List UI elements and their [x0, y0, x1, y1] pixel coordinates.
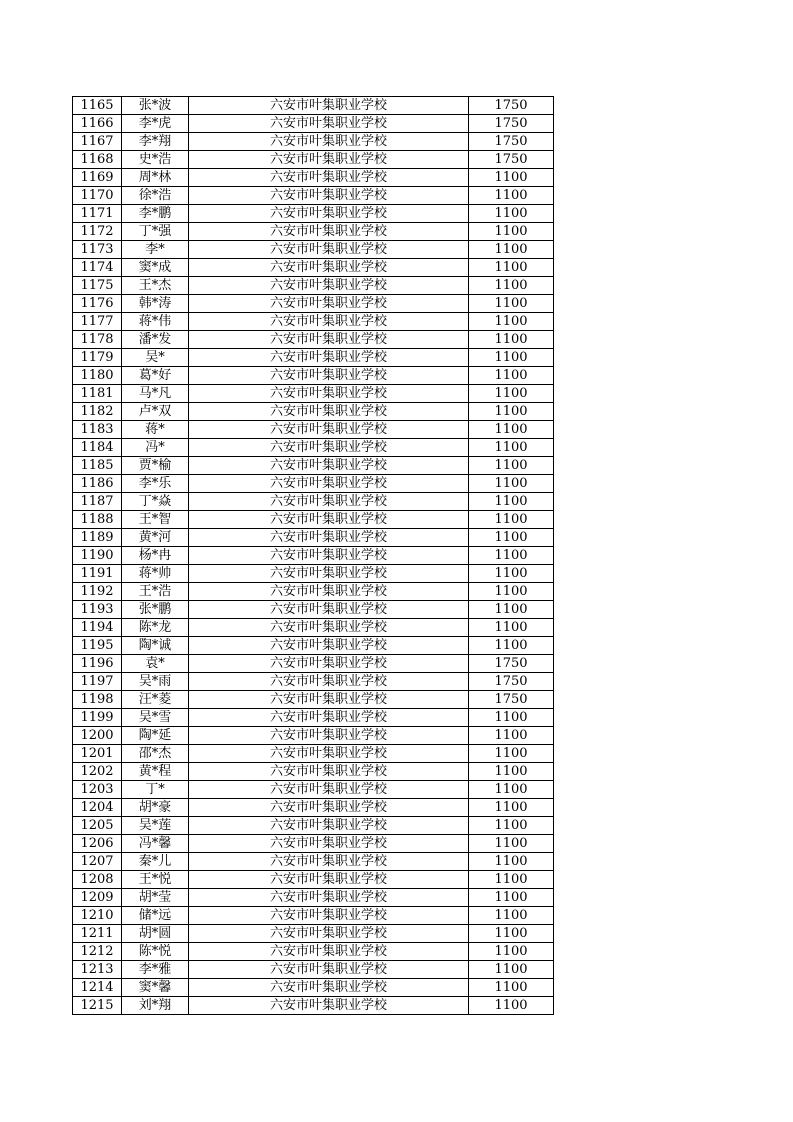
table-row [73, 547, 554, 565]
amount-cell: 1100 [469, 439, 554, 457]
table-row [73, 385, 554, 403]
student-name-cell: 汪*菱 [122, 691, 189, 709]
table-row [73, 529, 554, 547]
student-name-cell: 冯* [122, 439, 189, 457]
school-name-cell: 六安市叶集职业学校 [189, 799, 469, 817]
amount-cell: 1100 [469, 637, 554, 655]
serial-number-cell: 1206 [73, 835, 122, 853]
student-name-cell: 李*鹏 [122, 205, 189, 223]
table-row [73, 745, 554, 763]
amount-cell: 1100 [469, 295, 554, 313]
student-name-cell: 吴* [122, 349, 189, 367]
amount-cell: 1100 [469, 619, 554, 637]
student-name-cell: 李*虎 [122, 115, 189, 133]
student-name-cell: 丁* [122, 781, 189, 799]
student-name-cell: 刘*翔 [122, 997, 189, 1015]
table-row [73, 241, 554, 259]
table-row [73, 313, 554, 331]
school-name-cell: 六安市叶集职业学校 [189, 295, 469, 313]
school-name-cell: 六安市叶集职业学校 [189, 349, 469, 367]
table-row [73, 403, 554, 421]
amount-cell: 1100 [469, 403, 554, 421]
school-name-cell: 六安市叶集职业学校 [189, 223, 469, 241]
amount-cell: 1100 [469, 241, 554, 259]
amount-cell: 1100 [469, 745, 554, 763]
amount-cell: 1100 [469, 277, 554, 295]
table-row [73, 889, 554, 907]
school-name-cell: 六安市叶集职业学校 [189, 493, 469, 511]
table-row [73, 799, 554, 817]
serial-number-cell: 1189 [73, 529, 122, 547]
serial-number-cell: 1213 [73, 961, 122, 979]
serial-number-cell: 1188 [73, 511, 122, 529]
amount-cell: 1100 [469, 457, 554, 475]
serial-number-cell: 1176 [73, 295, 122, 313]
serial-number-cell: 1201 [73, 745, 122, 763]
amount-cell: 1100 [469, 565, 554, 583]
serial-number-cell: 1211 [73, 925, 122, 943]
amount-cell: 1100 [469, 205, 554, 223]
table-row [73, 961, 554, 979]
amount-cell: 1100 [469, 169, 554, 187]
school-name-cell: 六安市叶集职业学校 [189, 331, 469, 349]
student-name-cell: 李* [122, 241, 189, 259]
amount-cell: 1750 [469, 151, 554, 169]
amount-cell: 1100 [469, 511, 554, 529]
table-row [73, 817, 554, 835]
amount-cell: 1100 [469, 943, 554, 961]
table-row [73, 673, 554, 691]
school-name-cell: 六安市叶集职业学校 [189, 259, 469, 277]
table-row [73, 133, 554, 151]
serial-number-cell: 1191 [73, 565, 122, 583]
amount-cell: 1750 [469, 691, 554, 709]
serial-number-cell: 1181 [73, 385, 122, 403]
amount-cell: 1100 [469, 529, 554, 547]
student-name-cell: 储*远 [122, 907, 189, 925]
serial-number-cell: 1179 [73, 349, 122, 367]
student-name-cell: 胡*莹 [122, 889, 189, 907]
student-name-cell: 李*雅 [122, 961, 189, 979]
school-name-cell: 六安市叶集职业学校 [189, 835, 469, 853]
amount-cell: 1100 [469, 421, 554, 439]
school-name-cell: 六安市叶集职业学校 [189, 169, 469, 187]
amount-cell: 1750 [469, 133, 554, 151]
student-name-cell: 杨*冉 [122, 547, 189, 565]
table-row [73, 997, 554, 1015]
student-name-cell: 陶*延 [122, 727, 189, 745]
amount-cell: 1100 [469, 763, 554, 781]
student-name-cell: 邵*杰 [122, 745, 189, 763]
serial-number-cell: 1187 [73, 493, 122, 511]
serial-number-cell: 1171 [73, 205, 122, 223]
serial-number-cell: 1192 [73, 583, 122, 601]
amount-cell: 1100 [469, 349, 554, 367]
amount-cell: 1100 [469, 547, 554, 565]
student-name-cell: 吴*雨 [122, 673, 189, 691]
table-row [73, 331, 554, 349]
serial-number-cell: 1178 [73, 331, 122, 349]
table-row [73, 97, 554, 115]
table-row [73, 349, 554, 367]
school-name-cell: 六安市叶集职业学校 [189, 817, 469, 835]
serial-number-cell: 1170 [73, 187, 122, 205]
school-name-cell: 六安市叶集职业学校 [189, 691, 469, 709]
student-name-cell: 蒋*伟 [122, 313, 189, 331]
school-name-cell: 六安市叶集职业学校 [189, 529, 469, 547]
student-name-cell: 王*浩 [122, 583, 189, 601]
student-name-cell: 潘*发 [122, 331, 189, 349]
student-name-cell: 王*智 [122, 511, 189, 529]
serial-number-cell: 1197 [73, 673, 122, 691]
student-name-cell: 冯*馨 [122, 835, 189, 853]
student-name-cell: 陶*诚 [122, 637, 189, 655]
table-row [73, 169, 554, 187]
school-name-cell: 六安市叶集职业学校 [189, 853, 469, 871]
amount-cell: 1100 [469, 925, 554, 943]
table-row [73, 619, 554, 637]
serial-number-cell: 1204 [73, 799, 122, 817]
school-name-cell: 六安市叶集职业学校 [189, 745, 469, 763]
table-row [73, 295, 554, 313]
table-row [73, 583, 554, 601]
school-name-cell: 六安市叶集职业学校 [189, 385, 469, 403]
school-name-cell: 六安市叶集职业学校 [189, 277, 469, 295]
amount-cell: 1100 [469, 223, 554, 241]
table-row [73, 979, 554, 997]
school-name-cell: 六安市叶集职业学校 [189, 925, 469, 943]
school-name-cell: 六安市叶集职业学校 [189, 871, 469, 889]
student-name-cell: 秦*儿 [122, 853, 189, 871]
serial-number-cell: 1205 [73, 817, 122, 835]
serial-number-cell: 1177 [73, 313, 122, 331]
amount-cell: 1100 [469, 601, 554, 619]
school-name-cell: 六安市叶集职业学校 [189, 439, 469, 457]
student-name-cell: 丁*强 [122, 223, 189, 241]
serial-number-cell: 1172 [73, 223, 122, 241]
amount-cell: 1100 [469, 493, 554, 511]
amount-cell: 1100 [469, 871, 554, 889]
serial-number-cell: 1209 [73, 889, 122, 907]
student-name-cell: 王*杰 [122, 277, 189, 295]
serial-number-cell: 1168 [73, 151, 122, 169]
table-row [73, 835, 554, 853]
student-name-cell: 李*乐 [122, 475, 189, 493]
student-name-cell: 张*鹏 [122, 601, 189, 619]
school-name-cell: 六安市叶集职业学校 [189, 673, 469, 691]
amount-cell: 1100 [469, 961, 554, 979]
table-row [73, 493, 554, 511]
student-name-cell: 蒋* [122, 421, 189, 439]
school-name-cell: 六安市叶集职业学校 [189, 943, 469, 961]
amount-cell: 1100 [469, 979, 554, 997]
school-name-cell: 六安市叶集职业学校 [189, 475, 469, 493]
serial-number-cell: 1183 [73, 421, 122, 439]
table-row [73, 475, 554, 493]
student-name-cell: 丁*焱 [122, 493, 189, 511]
amount-cell: 1100 [469, 259, 554, 277]
student-name-cell: 卢*双 [122, 403, 189, 421]
table-row [73, 709, 554, 727]
serial-number-cell: 1193 [73, 601, 122, 619]
table-row [73, 727, 554, 745]
school-name-cell: 六安市叶集职业学校 [189, 421, 469, 439]
school-name-cell: 六安市叶集职业学校 [189, 547, 469, 565]
amount-cell: 1100 [469, 475, 554, 493]
serial-number-cell: 1210 [73, 907, 122, 925]
table-row [73, 637, 554, 655]
serial-number-cell: 1202 [73, 763, 122, 781]
table-row [73, 115, 554, 133]
table-row [73, 187, 554, 205]
student-name-cell: 周*林 [122, 169, 189, 187]
amount-cell: 1100 [469, 187, 554, 205]
school-name-cell: 六安市叶集职业学校 [189, 601, 469, 619]
school-name-cell: 六安市叶集职业学校 [189, 115, 469, 133]
serial-number-cell: 1208 [73, 871, 122, 889]
amount-cell: 1100 [469, 997, 554, 1015]
table-row [73, 151, 554, 169]
school-name-cell: 六安市叶集职业学校 [189, 655, 469, 673]
serial-number-cell: 1199 [73, 709, 122, 727]
table-row [73, 565, 554, 583]
table-row [73, 511, 554, 529]
student-name-cell: 胡*圆 [122, 925, 189, 943]
serial-number-cell: 1207 [73, 853, 122, 871]
table-body [73, 97, 554, 1015]
student-name-cell: 马*凡 [122, 385, 189, 403]
serial-number-cell: 1195 [73, 637, 122, 655]
school-name-cell: 六安市叶集职业学校 [189, 889, 469, 907]
school-name-cell: 六安市叶集职业学校 [189, 133, 469, 151]
amount-cell: 1100 [469, 367, 554, 385]
serial-number-cell: 1167 [73, 133, 122, 151]
amount-cell: 1100 [469, 331, 554, 349]
school-name-cell: 六安市叶集职业学校 [189, 97, 469, 115]
table-row [73, 925, 554, 943]
student-name-cell: 史*浩 [122, 151, 189, 169]
student-name-cell: 黄*河 [122, 529, 189, 547]
serial-number-cell: 1184 [73, 439, 122, 457]
student-name-cell: 葛*好 [122, 367, 189, 385]
school-name-cell: 六安市叶集职业学校 [189, 313, 469, 331]
student-name-cell: 陈*悦 [122, 943, 189, 961]
school-name-cell: 六安市叶集职业学校 [189, 367, 469, 385]
table-row [73, 781, 554, 799]
table-row [73, 367, 554, 385]
serial-number-cell: 1212 [73, 943, 122, 961]
table-row [73, 439, 554, 457]
student-name-cell: 黄*程 [122, 763, 189, 781]
school-name-cell: 六安市叶集职业学校 [189, 763, 469, 781]
serial-number-cell: 1198 [73, 691, 122, 709]
school-name-cell: 六安市叶集职业学校 [189, 187, 469, 205]
school-name-cell: 六安市叶集职业学校 [189, 637, 469, 655]
table-row [73, 277, 554, 295]
school-name-cell: 六安市叶集职业学校 [189, 457, 469, 475]
table-row [73, 457, 554, 475]
student-name-cell: 蒋*帅 [122, 565, 189, 583]
student-name-cell: 王*悦 [122, 871, 189, 889]
school-name-cell: 六安市叶集职业学校 [189, 781, 469, 799]
subsidy-table [72, 96, 554, 1015]
table-row [73, 853, 554, 871]
student-name-cell: 窦*成 [122, 259, 189, 277]
table-row [73, 601, 554, 619]
school-name-cell: 六安市叶集职业学校 [189, 619, 469, 637]
serial-number-cell: 1182 [73, 403, 122, 421]
amount-cell: 1750 [469, 655, 554, 673]
school-name-cell: 六安市叶集职业学校 [189, 583, 469, 601]
amount-cell: 1750 [469, 115, 554, 133]
school-name-cell: 六安市叶集职业学校 [189, 205, 469, 223]
serial-number-cell: 1166 [73, 115, 122, 133]
school-name-cell: 六安市叶集职业学校 [189, 997, 469, 1015]
table-row [73, 655, 554, 673]
amount-cell: 1100 [469, 817, 554, 835]
serial-number-cell: 1174 [73, 259, 122, 277]
student-name-cell: 袁* [122, 655, 189, 673]
amount-cell: 1100 [469, 889, 554, 907]
serial-number-cell: 1194 [73, 619, 122, 637]
table-row [73, 205, 554, 223]
serial-number-cell: 1196 [73, 655, 122, 673]
table-row [73, 871, 554, 889]
amount-cell: 1100 [469, 709, 554, 727]
serial-number-cell: 1173 [73, 241, 122, 259]
serial-number-cell: 1169 [73, 169, 122, 187]
amount-cell: 1100 [469, 727, 554, 745]
school-name-cell: 六安市叶集职业学校 [189, 709, 469, 727]
amount-cell: 1100 [469, 781, 554, 799]
school-name-cell: 六安市叶集职业学校 [189, 907, 469, 925]
table-row [73, 259, 554, 277]
school-name-cell: 六安市叶集职业学校 [189, 241, 469, 259]
amount-cell: 1100 [469, 907, 554, 925]
serial-number-cell: 1180 [73, 367, 122, 385]
student-name-cell: 吴*雪 [122, 709, 189, 727]
student-name-cell: 徐*浩 [122, 187, 189, 205]
table-row [73, 421, 554, 439]
serial-number-cell: 1200 [73, 727, 122, 745]
table-row [73, 691, 554, 709]
serial-number-cell: 1215 [73, 997, 122, 1015]
serial-number-cell: 1175 [73, 277, 122, 295]
school-name-cell: 六安市叶集职业学校 [189, 961, 469, 979]
school-name-cell: 六安市叶集职业学校 [189, 565, 469, 583]
student-name-cell: 李*翔 [122, 133, 189, 151]
serial-number-cell: 1203 [73, 781, 122, 799]
student-name-cell: 贾*榆 [122, 457, 189, 475]
school-name-cell: 六安市叶集职业学校 [189, 979, 469, 997]
school-name-cell: 六安市叶集职业学校 [189, 151, 469, 169]
amount-cell: 1100 [469, 835, 554, 853]
table-row [73, 907, 554, 925]
student-name-cell: 胡*豪 [122, 799, 189, 817]
amount-cell: 1100 [469, 853, 554, 871]
student-name-cell: 陈*龙 [122, 619, 189, 637]
serial-number-cell: 1165 [73, 97, 122, 115]
table-row [73, 763, 554, 781]
serial-number-cell: 1185 [73, 457, 122, 475]
serial-number-cell: 1214 [73, 979, 122, 997]
school-name-cell: 六安市叶集职业学校 [189, 727, 469, 745]
school-name-cell: 六安市叶集职业学校 [189, 511, 469, 529]
table-row [73, 943, 554, 961]
amount-cell: 1100 [469, 799, 554, 817]
student-name-cell: 韩*涛 [122, 295, 189, 313]
table-row [73, 223, 554, 241]
school-name-cell: 六安市叶集职业学校 [189, 403, 469, 421]
student-name-cell: 张*波 [122, 97, 189, 115]
serial-number-cell: 1190 [73, 547, 122, 565]
student-name-cell: 窦*馨 [122, 979, 189, 997]
amount-cell: 1100 [469, 385, 554, 403]
amount-cell: 1100 [469, 583, 554, 601]
amount-cell: 1100 [469, 313, 554, 331]
amount-cell: 1750 [469, 97, 554, 115]
student-name-cell: 吴*莲 [122, 817, 189, 835]
serial-number-cell: 1186 [73, 475, 122, 493]
amount-cell: 1750 [469, 673, 554, 691]
